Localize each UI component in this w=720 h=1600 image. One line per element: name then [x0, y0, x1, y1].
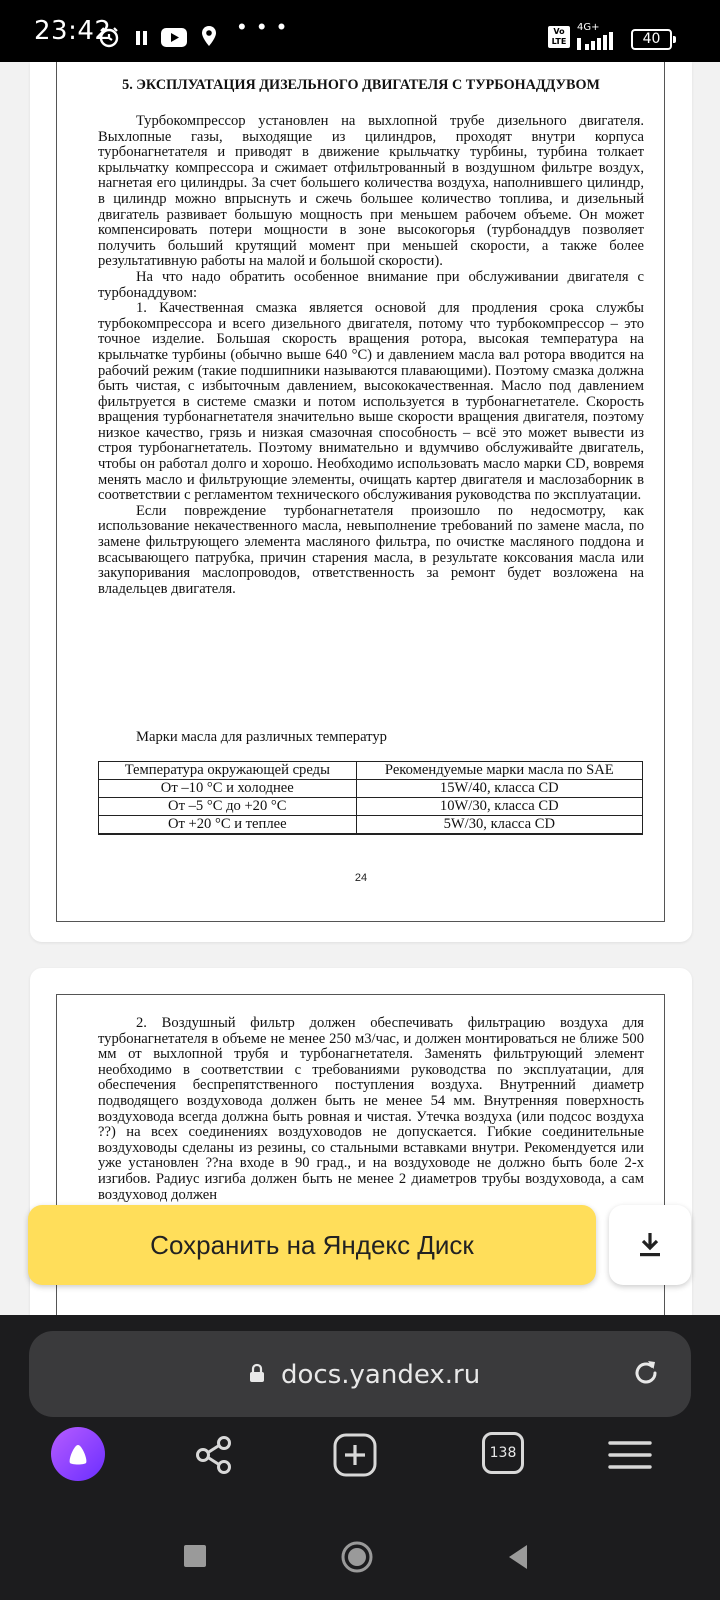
address-bar[interactable] — [29, 1331, 691, 1417]
table-cell: 10W/30, класса CD — [356, 798, 642, 816]
alice-assistant-button[interactable] — [51, 1427, 105, 1481]
status-time: 23:42 — [34, 16, 112, 46]
volte-badge: Vo LTE — [548, 26, 570, 48]
table-cell: 15W/40, класса CD — [356, 780, 642, 798]
signal-icon — [577, 32, 619, 50]
table-cell: От +20 °С и теплее — [99, 816, 357, 834]
tabs-count-button[interactable]: 138 — [482, 1432, 524, 1474]
oil-grade-table — [98, 761, 643, 835]
table-cell: 5W/30, класса CD — [356, 816, 642, 834]
section-title: 5. ЭКСПЛУАТАЦИЯ ДИЗЕЛЬНОГО ДВИГАТЕЛЯ С ТУРБОНАДДУВОМ — [122, 77, 600, 93]
back-icon[interactable] — [507, 1544, 529, 1570]
document-viewer[interactable] — [0, 62, 720, 1315]
more-notifications: • • • — [238, 14, 289, 39]
save-to-yandex-disk-button[interactable]: Сохранить на Яндекс Диск — [28, 1205, 596, 1285]
url-text: docs.yandex.ru — [281, 1360, 481, 1390]
table-row — [99, 816, 643, 834]
home-icon[interactable] — [341, 1541, 373, 1573]
download-button[interactable] — [609, 1205, 691, 1285]
alarm-icon — [98, 26, 120, 48]
pause-icon — [135, 30, 149, 46]
status-bar — [0, 0, 720, 62]
share-icon[interactable] — [194, 1435, 234, 1475]
location-icon — [201, 25, 217, 47]
battery-icon: 40 — [631, 29, 672, 50]
paragraph: Турбокомпрессор установлен на выхлопной трубе дизельного двигателя. Выхлопные газы, выходящие из цилиндров, проходят внутри корпуса турбонагнетателя и приводят в движение крыльчатку турбины, турбина толкает крыльчатку компрессора и сжимает отфильтрованный в воздушном фильтре воздух, нагнетая его цилиндры. За счет большего количества воздуха, наполнившего цилиндр, в цилиндр можно впрыснуть и сжечь большее количество топлива, и дизельный двигатель развивает большую мощность при меньшем рабочем объеме. Он может компенсировать потери мощности в зоне высокогорья (турбонаддув позволяет получить больший крутящий момент при меньшей скорости, а также более результативную работы на малой и большой скорости). — [98, 113, 644, 270]
recent-apps-icon[interactable] — [184, 1545, 206, 1567]
table-cell: От –10 °С и холоднее — [99, 780, 357, 798]
lock-icon — [249, 1363, 265, 1383]
body-text — [98, 1016, 644, 1203]
new-tab-icon[interactable] — [333, 1433, 377, 1477]
network-type: 4G+ — [577, 22, 600, 33]
body-text — [98, 114, 644, 597]
reload-icon[interactable] — [630, 1357, 662, 1389]
youtube-icon — [161, 28, 187, 47]
paragraph: 2. Воздушный фильтр должен обеспечивать фильтрацию воздуха для турбонагнетателя в объеме не менее 250 м3/час, и должен монтироваться не ближе 500 мм от выхлопной трубя и турбонагнетателя. Заменять фильтрующий элемент необходимо в соответствии с требованиями руководства по эксплуатации, для обеспечения беспрепятственного поступления воздуха. Внутренний диаметр подводящего воздуховода должен быть не менее 54 мм. Внутренняя поверхность воздуховода всегда должна быть ровная и чистая. Утечка воздуха (или подсос воздуха ??) на всех соединениях воздуховодов не допускается. Гибкие соединительные воздуховоды сделаны из резины, со стальными вставками внутри. Рекомендуется или уже установлен ??на входе в 90 град., и на воздуховоде не должно быть боле 2-х изгибов. Радиус изгиба должен быть не менее 2 диаметров трубы воздуховода, а сам воздуховод должен — [98, 1015, 644, 1203]
table-header: Температура окружающей среды — [99, 762, 357, 780]
page-number: 24 — [354, 872, 368, 884]
paragraph: На что надо обратить особенное внимание при обслуживании двигателя с турбонаддувом: — [98, 268, 644, 301]
table-cell: От –5 °С до +20 °С — [99, 798, 357, 816]
menu-icon[interactable] — [608, 1440, 652, 1470]
table-row — [99, 798, 643, 816]
table-header: Рекомендуемые марки масла по SAE — [356, 762, 642, 780]
alice-icon — [66, 1442, 90, 1466]
document-page-24 — [30, 62, 692, 942]
table-header-row — [99, 762, 643, 780]
table-row — [99, 780, 643, 798]
download-icon — [639, 1232, 661, 1258]
paragraph: 1. Качественная смазка является основой для продления срока службы турбокомпрессора и всего дизельного двигателя, потому что турбокомпрессор – это точное изделие. Большая скорость вращения ротора, высокая температура на крыльчатке турбины (обычно выше 640 °С) и давлением масла вал ротора вводится на рабочий режим (такие подшипники называются плавающими). Поэтому смазка должна быть чистая, с избыточным давлением, высококачественная. Масло под давлением фильтруется в системе смазки и потом используется в турбонагнетателе. Скорость вращения турбонагнетателя значительно выше скорости вращения двигателя, поэтому низкое качество, грязь и низкая смазочная способность – всё это может вывести из строя турбонагнетатель. Поэтому внимательно и вдумчиво обслуживайте двигатель, чтобы он работал долго и хорошо. Необходимо использовать масло марки CD, вовремя менять масло и фильтрующие элементы, очищать картер двигателя и маслозаборник в соответствии с регламентом технического обслуживания руководства по эксплуатации. — [98, 300, 644, 504]
system-navigation-bar — [0, 1508, 720, 1600]
paragraph: Если повреждение турбонагнетателя произошло по недосмотру, как использование некачественного масла, невыполнение требований по замене масла, по замене фильтрующего элемента масляного фильтра, по очистке масляного поддона и всасывающего патрубка, причин старения масла, в результате коксования масла или закупоривания маслопроводов, ответственность за ремонт будет возложена на владельцев двигателя. — [98, 502, 644, 597]
table-caption: Марки масла для различных температур — [136, 729, 387, 745]
